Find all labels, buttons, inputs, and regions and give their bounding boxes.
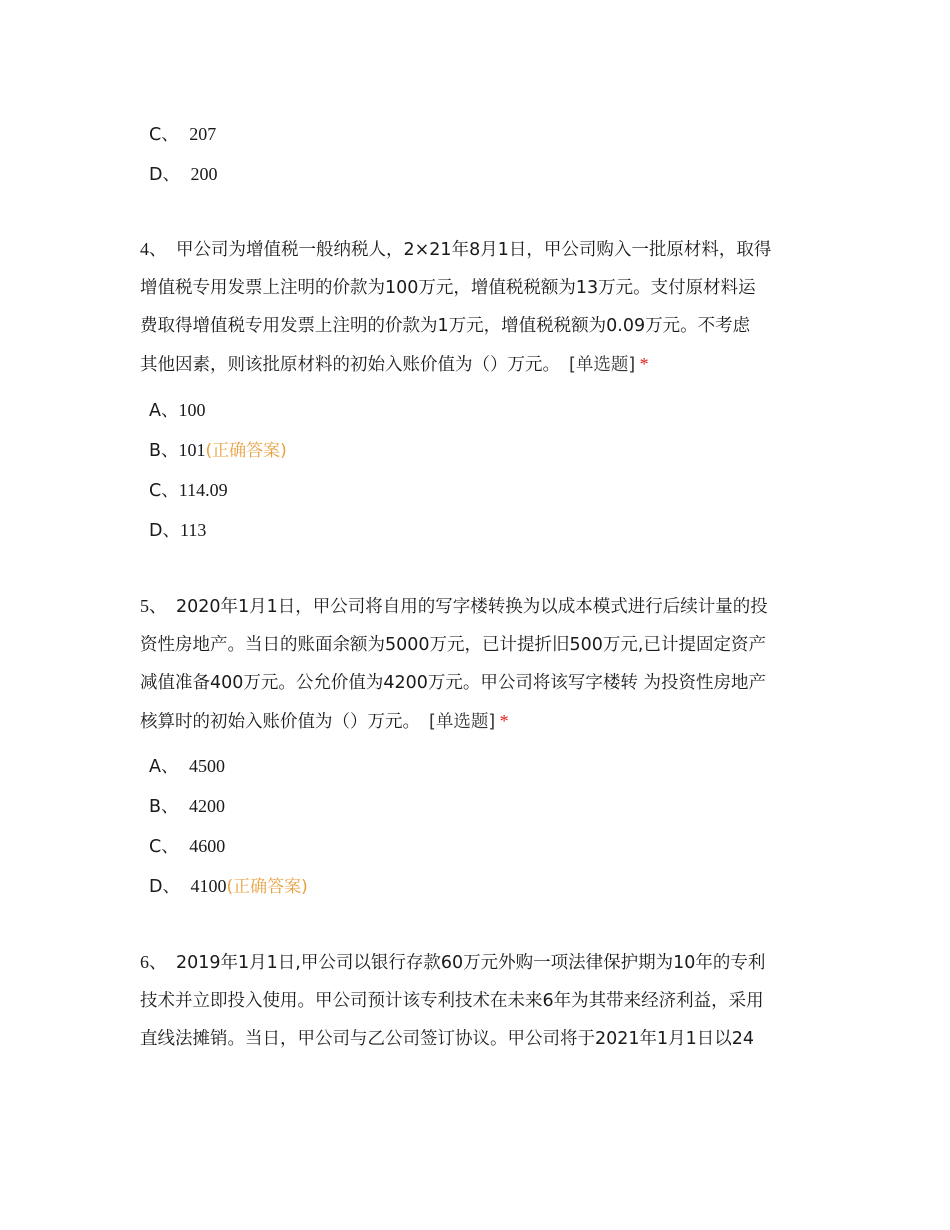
option-value: 4200 bbox=[189, 796, 226, 816]
option-c[interactable] bbox=[149, 834, 225, 859]
question-number: 5、 bbox=[140, 596, 167, 616]
option-value: 101 bbox=[178, 440, 206, 460]
option-letter: D、 bbox=[149, 521, 180, 541]
correct-answer-label: (正确答案) bbox=[205, 441, 287, 461]
question-5 bbox=[140, 587, 815, 741]
required-mark: * bbox=[499, 711, 509, 731]
option-letter: D、 bbox=[149, 877, 180, 897]
option-c-prev[interactable] bbox=[149, 122, 216, 147]
option-letter: B、 bbox=[149, 797, 179, 817]
option-letter: B、 bbox=[149, 441, 179, 461]
option-value: 207 bbox=[189, 124, 217, 144]
question-line: 费取得增值税专用发票上注明的价款为1万元，增值税税额为0.09万元。不考虑 bbox=[140, 316, 751, 336]
question-text: 甲公司为增值税一般纳税人，2×21年8月1日，甲公司购入一批原材料，取得 bbox=[176, 240, 772, 260]
question-line bbox=[140, 943, 815, 982]
option-value: 113 bbox=[179, 520, 207, 540]
question-line: 增值税专用发票上注明的价款为100万元，增值税税额为13万元。支付原材料运 bbox=[140, 278, 756, 298]
option-letter: A、 bbox=[149, 757, 179, 777]
option-b[interactable] bbox=[149, 438, 287, 463]
correct-answer-label: (正确答案) bbox=[226, 877, 308, 897]
question-line: 减值准备400万元。公允价值为4200万元。甲公司将该写字楼转 为投资性房地产 bbox=[140, 673, 766, 693]
option-b[interactable] bbox=[149, 794, 225, 819]
option-c[interactable] bbox=[149, 478, 228, 503]
required-mark: * bbox=[639, 354, 649, 374]
question-line: 直线法摊销。当日，甲公司与乙公司签订协议。甲公司将于2021年1月1日以24 bbox=[140, 1029, 755, 1049]
option-letter: D、 bbox=[149, 165, 180, 185]
option-a[interactable] bbox=[149, 754, 225, 779]
option-letter: A、 bbox=[149, 401, 179, 421]
question-text: 核算时的初始入账价值为（）万元。 bbox=[140, 712, 420, 732]
question-type-tag: [单选题] bbox=[429, 712, 496, 732]
question-line bbox=[140, 587, 815, 626]
option-d[interactable] bbox=[149, 874, 308, 899]
question-6 bbox=[140, 943, 815, 1058]
question-line bbox=[140, 230, 815, 269]
option-value: 4100 bbox=[190, 876, 227, 896]
option-a[interactable] bbox=[149, 398, 205, 423]
question-line: 技术并立即投入使用。甲公司预计该专利技术在未来6年为其带来经济利益，采用 bbox=[140, 991, 764, 1011]
option-d[interactable] bbox=[149, 518, 206, 543]
option-letter: C、 bbox=[149, 125, 179, 145]
question-type-tag: [单选题] bbox=[569, 355, 636, 375]
question-number: 6、 bbox=[140, 952, 167, 972]
question-number: 4、 bbox=[140, 239, 167, 259]
question-line: 资性房地产。当日的账面余额为5000万元，已计提折旧500万元,已计提固定资产 bbox=[140, 635, 766, 655]
question-4 bbox=[140, 230, 815, 384]
question-text: 其他因素，则该批原材料的初始入账价值为（）万元。 bbox=[140, 355, 560, 375]
option-letter: C、 bbox=[149, 837, 179, 857]
question-line bbox=[140, 702, 815, 741]
option-letter: C、 bbox=[149, 481, 179, 501]
option-value: 100 bbox=[178, 400, 206, 420]
question-text: 2019年1月1日,甲公司以银行存款60万元外购一项法律保护期为10年的专利 bbox=[176, 953, 766, 973]
option-value: 4500 bbox=[188, 756, 225, 776]
option-value: 200 bbox=[190, 164, 218, 184]
option-d-prev[interactable] bbox=[149, 162, 217, 187]
question-line bbox=[140, 345, 815, 384]
option-value: 114.09 bbox=[178, 480, 228, 500]
option-value: 4600 bbox=[189, 836, 226, 856]
question-text: 2020年1月1日，甲公司将自用的写字楼转换为以成本模式进行后续计量的投 bbox=[176, 597, 768, 617]
